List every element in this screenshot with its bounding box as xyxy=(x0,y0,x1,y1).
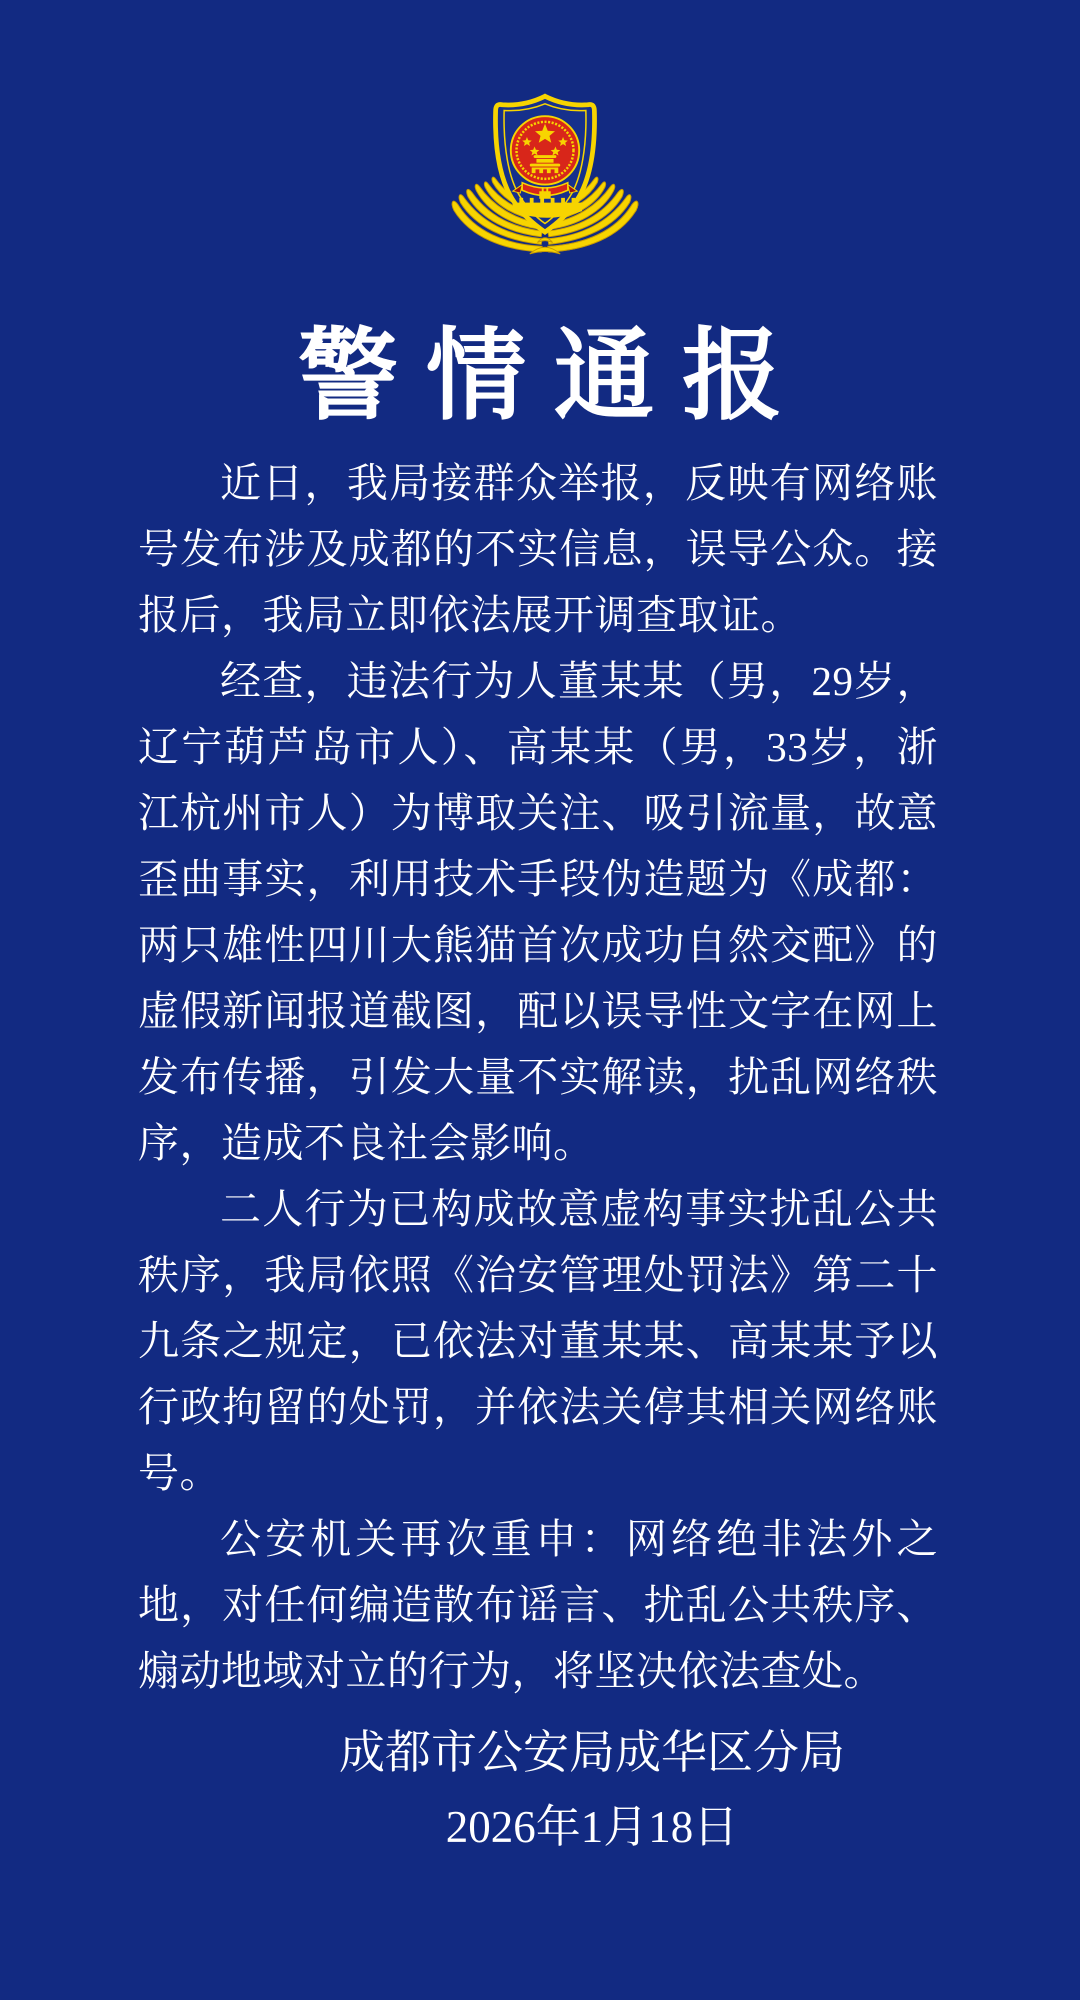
notice-footer xyxy=(0,1727,1080,1853)
body-paragraph: 公安机关再次重申：网络绝非法外之地，对任何编造散布谣言、扰乱公共秩序、煽动地域对立的行为，将坚决依法查处。 xyxy=(138,1516,938,1694)
body-paragraph: 近日，我局接群众举报，反映有网络账号发布涉及成都的不实信息，误导公众。接报后，我局立即依法展开调查取证。 xyxy=(138,460,938,638)
notice-title: 警情通报 xyxy=(298,321,810,432)
body-paragraph: 经查，违法行为人董某某（男，29岁，辽宁葫芦岛市人）、高某某（男，33岁，浙江杭州市人）为博取关注、吸引流量，故意歪曲事实，利用技术手段伪造题为《成都：两只雄性四川大熊猫首次成功自然交配》的虚假新闻报道截图，配以误导性文字在网上发布传播，引发大量不实解读，扰乱网络秩序，造成不良社会影响。 xyxy=(138,658,938,1166)
police-badge-icon xyxy=(450,86,640,266)
body-paragraph: 二人行为已构成故意虚构事实扰乱公共秩序，我局依照《治安管理处罚法》第二十九条之规定，已依法对董某某、高某某予以行政拘留的处罚，并依法关停其相关网络账号。 xyxy=(138,1186,938,1496)
notice-body xyxy=(138,450,938,1704)
footer-agency: 成都市公安局成华区分局 xyxy=(339,1727,845,1778)
police-badge-emblem xyxy=(450,86,640,266)
footer-date: 2026年1月18日 xyxy=(445,1802,739,1852)
